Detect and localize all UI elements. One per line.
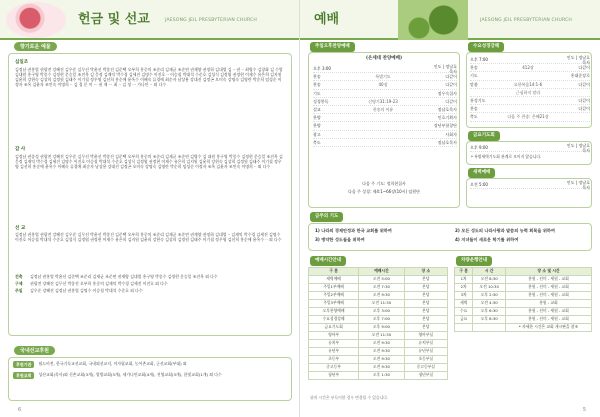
wed-item-content: 412장 xyxy=(522,65,534,71)
service-order xyxy=(313,65,457,147)
service-row xyxy=(313,114,457,122)
service-item-label: 기도 xyxy=(313,90,321,96)
prayer-box xyxy=(308,223,592,251)
vehicle-cell: 3차 xyxy=(455,292,473,300)
schedule-row xyxy=(309,356,448,364)
right-header xyxy=(300,0,600,40)
missions-list xyxy=(13,361,289,383)
schedule-cell: 유년부 xyxy=(309,348,359,356)
schedule-column-header: 구 분 xyxy=(309,268,359,276)
schedule-cell: 새벽예배 xyxy=(309,276,359,284)
schedule-row xyxy=(309,340,448,348)
tree-decoration-icon xyxy=(398,0,468,40)
service-box xyxy=(308,52,460,208)
fri-item-label: 오후 9:00 xyxy=(470,145,488,151)
service-item-label: 찬송 xyxy=(313,82,321,88)
vehicle-row xyxy=(455,276,592,284)
service-row xyxy=(313,73,457,81)
schedule-cell: 오전 9:30 xyxy=(359,340,404,348)
wed-item-person: 다같이 xyxy=(578,98,590,104)
service-item-person: 다같이 xyxy=(445,98,457,104)
vehicle-column-header: 구 분 xyxy=(455,268,473,276)
dawn-item-person: 인도 | 정남호목사 xyxy=(566,179,590,190)
thanks-title: 감 사 xyxy=(15,146,26,152)
schedule-cell: 중고등부 xyxy=(309,364,359,372)
service-subtitle: (온세대 찬양예배) xyxy=(365,56,403,61)
tithe-title: 십일조 xyxy=(15,60,29,65)
vehicle-cell: 홍원 - 선미 - 세원 - 교회 xyxy=(506,292,592,300)
wed-item-person: 인도 | 정남호목사 xyxy=(566,54,590,65)
service-item-content: 특별기도 xyxy=(375,74,391,80)
service-row xyxy=(313,131,457,139)
vehicle-section-header: 차량운행안내 xyxy=(456,256,492,266)
mission-names: 김정남 권홍열 권광전 강혜진 김우준 김무선 박윤선 박종진 김준택 오부희 홍중의 조준리 김재균 조준연 권재양 권정하 김대열 ·· 김재익 박수경 김세진 김명수 이진호 이승철 박대석 수준호 김성식 김정엽 권정현 이재수 유은희 김지원 김윤희 강현숙 김상희 김정원 김태주 이기철 정우영 김선희 홍순애 윤옥수 ·· 외 다수 xyxy=(15,232,282,243)
schedule-row xyxy=(309,308,448,316)
prayer-item: 1) 나라의 경제안정과 한국 교회를 위하여 xyxy=(315,228,392,233)
wed-row xyxy=(470,97,590,105)
mission-item xyxy=(13,372,289,379)
wed-item-person: 다같이 xyxy=(578,65,590,71)
schedule-cell: 본당 xyxy=(404,300,447,308)
wed-item-label: 통성기도 xyxy=(470,98,486,104)
schedule-column-header: 예배시간 xyxy=(359,268,404,276)
fri-row xyxy=(470,144,590,152)
wed-row xyxy=(470,81,590,89)
schedule-cell: 청년부실 xyxy=(404,372,447,380)
schedule-row xyxy=(309,332,448,340)
schedule-cell: 유년부실 xyxy=(404,348,447,356)
fri-note: * 특별새벽기도회 관계로 모이지 않습니다. xyxy=(471,154,542,159)
wed-row xyxy=(470,72,590,80)
schedule-cell: 오전 9:30 xyxy=(359,364,404,372)
schedule-header-row xyxy=(309,268,448,276)
schedule-cell: 오전 9:30 xyxy=(359,292,404,300)
vehicle-row xyxy=(455,284,592,292)
service-item-person: 다같이 xyxy=(445,82,457,88)
schedule-row xyxy=(309,300,448,308)
service-row xyxy=(313,81,457,89)
vehicle-cell: 1차 xyxy=(455,276,473,284)
service-row xyxy=(313,122,457,130)
vehicle-cell: 홍원 - 선미 - 세원 - 교회 xyxy=(506,308,592,316)
left-page-title: 헌금 및 선교 xyxy=(78,12,150,27)
schedule-cell: 오전 9:30 xyxy=(359,356,404,364)
service-item-content: 신명기31:19-23 xyxy=(368,98,398,104)
dawn-item-label: 오전 5:00 xyxy=(470,182,488,188)
vehicle-cell: 오전 4:30 xyxy=(473,300,506,308)
left-header xyxy=(0,0,299,40)
vehicle-cell: 수요 xyxy=(455,308,473,316)
mission-text: 월드비전, 한국기독교선교회, 국내외선교지, 미자립교회, 농어촌교회, 군선교회(부대) 외 xyxy=(38,361,187,366)
service-note-reading: 다음 주 성경: 제4:1~66장(10시) 임원단 xyxy=(347,189,421,194)
service-item-person: 사회자 xyxy=(445,131,457,137)
wed-item-person: 다같이 xyxy=(578,81,590,87)
service-item-label: 축도 xyxy=(313,139,321,145)
vehicle-row xyxy=(455,300,592,308)
service-item-label: 성경봉독 xyxy=(313,98,329,104)
wed-row xyxy=(470,56,590,64)
fri-box xyxy=(466,141,592,165)
schedule-cell: 초등부 xyxy=(309,356,359,364)
service-item-label: 찬송 xyxy=(313,74,321,80)
mission-item xyxy=(13,361,289,368)
left-page-number: 6 xyxy=(18,406,22,413)
service-row xyxy=(313,106,457,114)
right-page-number: 5 xyxy=(582,406,586,413)
schedule-cell: 오후 1:30 xyxy=(359,372,404,380)
service-item-label: 오후 3:00 xyxy=(313,66,331,72)
fri-section-header: 금요기도회 xyxy=(468,131,500,141)
schedule-row xyxy=(309,348,448,356)
wed-row xyxy=(470,105,590,113)
vehicle-cell: 오전 10:30 xyxy=(473,284,506,292)
schedule-cell: 오전 11:30 xyxy=(359,300,404,308)
wed-item-label: 오후 7:00 xyxy=(470,57,488,63)
vehicle-cell: 2차 xyxy=(455,284,473,292)
service-item-person: 정남호목사 xyxy=(437,107,457,113)
schedule-cell: 본당 xyxy=(404,324,447,332)
vehicle-cell: * 자세한 시간은 교회 게시판을 참조 xyxy=(506,324,592,332)
schedule-cell: 청년부 xyxy=(309,372,359,380)
schedule-cell: 금요기도회 xyxy=(309,324,359,332)
schedule-cell: 본당 xyxy=(404,316,447,324)
service-section-header: 주일오후찬양예배 xyxy=(310,42,355,52)
service-item-person: 장년부합창단 xyxy=(433,123,457,129)
prayer-item: 3) 병약한 성도들을 위하여 xyxy=(315,237,365,243)
extra-offering-label: 건축 xyxy=(15,274,23,280)
schedule-row xyxy=(309,372,448,380)
vehicle-cell: 오후 6:30 xyxy=(473,308,506,316)
wed-item-label: 찬송 xyxy=(470,65,478,71)
fri-order xyxy=(470,144,590,152)
service-row xyxy=(313,90,457,98)
vehicle-column-header: 장 소 및 시간 xyxy=(506,268,592,276)
extra-offering-label: 주일 xyxy=(15,288,23,294)
dawn-section-header: 새벽예배 xyxy=(468,168,495,178)
tithe-names: 김정남 권홍열 권광전 강혜진 김우준 김무선 박윤선 박종진 김준택 오부희 홍중의 조준리 김재균 조준연 권재양 권정하 김대열 김 ·· 권 ·· 최병수 김창화 김 수열 김대원 홍구영 박종수 김정현 문승일 조진옥 김 응정 김재익 박수경 김세진 김명수 이진호 ·· 이승철 박대석 수준호 김성식 김정엽 권정현 이재수 유은희 김지원 김윤희 강현숙 김상희 김정원 김태주 이기철 정우영 김선희 홍순애 윤옥수 이혜숙 류경애 최순자 남상용 강대진 김정곤 오미숙 강명숙 김영란 박순희 임성순 이정자 조옥 김윤자 조인숙 이명희 ·· 김 경 문 이 ··· 권 재 ··· 최 ·· 김 정 ··· 가나안 ·· 외 다수 xyxy=(15,66,283,87)
wed-box xyxy=(466,52,592,128)
offering-section-header: 향기로운 예물 xyxy=(14,42,57,51)
left-page-subtitle: JAESONG JEIL PRESBYTERIAN CHURCH xyxy=(165,18,257,23)
wed-item-person: 다같이 xyxy=(578,106,590,112)
schedule-cell: 영아부 xyxy=(309,332,359,340)
wed-section-header: 수요성경강해 xyxy=(468,42,504,52)
leaf-decoration-icon xyxy=(6,2,66,38)
dawn-order xyxy=(470,181,590,189)
vehicle-header-row xyxy=(455,268,592,276)
schedule-cell: 오전 7:30 xyxy=(359,284,404,292)
schedule-row xyxy=(309,324,448,332)
right-page-subtitle: JAESONG JEIL PRESBYTERIAN CHURCH xyxy=(480,18,572,23)
service-item-label: 찬양 xyxy=(313,115,321,121)
service-item-person: 인호기획사 xyxy=(437,115,457,121)
dawn-box xyxy=(466,178,592,208)
service-item-label: 설교 xyxy=(313,107,321,113)
wed-item-person: 홍대준장로 xyxy=(570,73,590,79)
schedule-cell: 오후 3:00 xyxy=(359,308,404,316)
offering-box xyxy=(8,53,292,336)
schedule-column-header: 장 소 xyxy=(404,268,447,276)
service-item-content: 찬송의 이유 xyxy=(372,107,394,113)
dawn-row xyxy=(470,181,590,189)
vehicle-cell: 오전 8:30 xyxy=(473,276,506,284)
schedule-cell: 본당 xyxy=(404,276,447,284)
schedule-cell: 본당 xyxy=(404,284,447,292)
service-item-person: 정우숙집사 xyxy=(437,90,457,96)
wed-row xyxy=(470,89,590,97)
vehicle-cell: 오후 8:30 xyxy=(473,316,506,324)
service-item-person: 정남호목사 xyxy=(437,139,457,145)
mission-text: 성산교회(목사)외 신촌교회(3개), 열방교회(3개), 새가나안교회(4개), 진영교회(3개), 한빛교회(1개) 외 다수 xyxy=(38,372,222,377)
schedule-cell: 수요성경강해 xyxy=(309,316,359,324)
schedule-cell: 초등부실 xyxy=(404,356,447,364)
schedule-cell: 주일1부예배 xyxy=(309,284,359,292)
prayer-item: 2) 모든 성도의 나라사랑과 말씀의 능력 회복을 위하여 xyxy=(455,228,555,233)
extra-offering-names: 김정남 권홍열 박윤선 김준택 조준리 김재균 조준연 권재양 김대열 홍구영 박종수 김정현 문승일 조진옥 외 다수 xyxy=(30,274,218,280)
extra-offering-names: 권광전 강혜진 김무선 박종진 오부희 홍중의 김재익 박수경 김세진 이진호 외 다수 xyxy=(30,281,168,287)
extra-offering-item xyxy=(15,281,285,286)
schedule-cell: 본당 xyxy=(404,292,447,300)
vehicle-cell: 오후 2:30 xyxy=(473,292,506,300)
right-page xyxy=(300,0,600,417)
schedule-cell: 오전 5:00 xyxy=(359,276,404,284)
footer-note: 위의 시간은 부득이한 경우 변경될 수 있습니다. xyxy=(310,395,389,400)
vehicle-table xyxy=(454,267,592,332)
missions-box xyxy=(8,357,292,401)
schedule-section-header: 예배시간안내 xyxy=(310,256,346,266)
vehicle-cell: 홍원 - 교회 xyxy=(506,300,592,308)
wed-item-label: 찬송 xyxy=(470,106,478,112)
schedule-cell: 주일2부예배 xyxy=(309,292,359,300)
service-row xyxy=(313,98,457,106)
wed-row xyxy=(470,64,590,72)
vehicle-row xyxy=(455,324,592,332)
vehicle-cell: 새벽 xyxy=(455,300,473,308)
extra-offering-label: 구제 xyxy=(15,281,23,287)
right-page-title: 예배 xyxy=(314,12,340,27)
service-row xyxy=(313,65,457,73)
vehicle-cell xyxy=(473,324,506,332)
wed-item-label: 기도 xyxy=(470,73,478,79)
schedule-cell: 오전 9:30 xyxy=(359,348,404,356)
schedule-row xyxy=(309,292,448,300)
extra-offering-item xyxy=(15,274,285,279)
schedule-cell: 오후 7:00 xyxy=(359,316,404,324)
extra-offering-names: 김우준 강혜진 김정남 권홍열 김명수 이승철 박대석 수준호 외 다수 xyxy=(30,288,143,294)
wed-item-content: 근심하지 말라 xyxy=(515,89,541,95)
mission-label: 후원기관 xyxy=(13,361,34,368)
offering-lists xyxy=(15,58,285,334)
wed-item-content: 요한복음14:1-6 xyxy=(513,81,543,87)
schedule-cell: 유치부 xyxy=(309,340,359,348)
prayer-section-header: 금주의 기도 xyxy=(310,212,343,222)
prayer-list xyxy=(315,228,587,243)
prayer-item: 4) 지녀들이 새로운 학기를 위하여 xyxy=(455,237,519,243)
schedule-table xyxy=(308,267,448,380)
service-item-person: 다같이 xyxy=(445,74,457,80)
wed-item-content: 다음 주 찬송: 은혜21장 xyxy=(507,114,549,120)
vehicle-cell: 홍원 - 선미 - 세원 - 교회 xyxy=(506,284,592,292)
vehicle-cell: 금요 xyxy=(455,316,473,324)
vehicle-row xyxy=(455,292,592,300)
vehicle-column-header: 시 간 xyxy=(473,268,506,276)
schedule-cell: 오후 9:00 xyxy=(359,324,404,332)
fri-item-person: 인도 | 정남호목사 xyxy=(566,142,590,153)
schedule-cell: 유치부실 xyxy=(404,340,447,348)
wed-order xyxy=(470,56,590,122)
schedule-cell: 영아부실 xyxy=(404,332,447,340)
vehicle-cell: 홍원 - 선미 - 세원 - 교회 xyxy=(506,316,592,324)
mission-title: 선 교 xyxy=(15,225,26,231)
extra-offering-list xyxy=(15,274,285,293)
service-note-prayer: 다음 주 기도: 정희현집사 xyxy=(362,181,406,186)
missions-section-header: 국내선교후원 xyxy=(14,346,55,355)
schedule-row xyxy=(309,276,448,284)
service-item-label: 찬양 xyxy=(313,123,321,129)
extra-offering-item xyxy=(15,288,285,293)
service-item-label: 광고 xyxy=(313,131,321,137)
vehicle-row xyxy=(455,316,592,324)
service-item-person: 인도 | 정남호목사 xyxy=(433,63,457,74)
service-row xyxy=(313,139,457,147)
schedule-cell: 본당 xyxy=(404,308,447,316)
schedule-cell: 주일3부예배 xyxy=(309,300,359,308)
service-item-content: 40장 xyxy=(378,82,388,88)
thanks-names: 김정남 권종성 권광전 강혜진 김우준 김무선 박윤선 박종진 김준택 오부희 홍중의 조준리 김재균 조준연 김병수 김 대원 홍구영 박종수 김정현 문승일 조진옥 김 응정 김재익 박수경 김세진 김명수 이진호 이승철 박대석 수준호 김성식 김정엽 권정현 이재수 유은희 김지원 김윤희 강현숙 김상희 김정원 김태주 이기철 정우영 김선희 홍순애 윤옥수 이혜숙 류경애 최순자 남상용 강대진 김정곤 오미숙 강명숙 김영란 박순희 임성순 이정자 조옥 김윤자 조인숙 이명희 ·· 외 다수 xyxy=(15,153,283,169)
vehicle-cell xyxy=(455,324,473,332)
wed-row xyxy=(470,113,590,121)
mission-label: 후원교회 xyxy=(13,372,34,379)
schedule-row xyxy=(309,316,448,324)
schedule-row xyxy=(309,364,448,372)
schedule-row xyxy=(309,284,448,292)
schedule-cell: 오후찬양예배 xyxy=(309,308,359,316)
vehicle-row xyxy=(455,308,592,316)
vehicle-cell: 홍원 - 선미 - 세원 - 교회 xyxy=(506,276,592,284)
wed-item-label: 축도 xyxy=(470,114,478,120)
schedule-cell: 중고등부실 xyxy=(404,364,447,372)
wed-item-label: 말씀 xyxy=(470,81,478,87)
schedule-cell: 오전 11:30 xyxy=(359,332,404,340)
